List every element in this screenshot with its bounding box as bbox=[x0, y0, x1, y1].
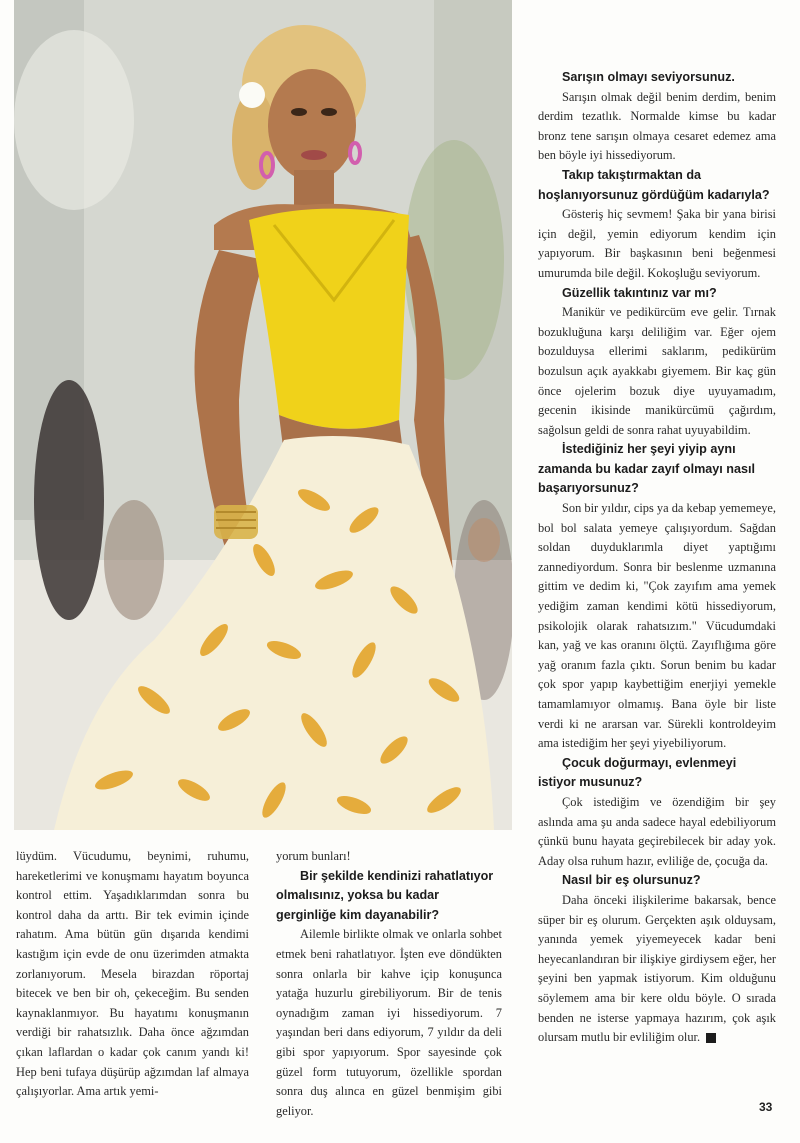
question: İstediğiniz her şeyi yiyip aynı zamanda bu kadar zayıf olmayı nasıl başarıyorsunuz? bbox=[538, 442, 755, 496]
answer: Ailemle birlikte olmak ve onlarla sohbet etmek beni rahatlatıyor. İşten eve döndükten sonra onlarla bir kahve içip konuşunca yatağa huzurlu girebiliyorum. Bir de tenis oynadığım zaman iyi hissediyorum. 7 yaşından beri dans ediyorum, 7 yıldır da deli gibi spor yapıyorum. Spor sayesinde çok güzel form tutuyorum, özellikle spordan sonra duş alınca en güzel benmişim gibi geliyor. bbox=[276, 927, 502, 1118]
right-column bbox=[538, 68, 776, 1048]
fashion-photo bbox=[14, 0, 512, 830]
answer: Manikür ve pedikürcüm eve gelir. Tırnak bozukluğuna karşı deliliğim var. Eğer ojem bozulduysa ellerimi saklarım, pedikürüm bozulsun açık ayakkabı giyemem. Bir kaç gün önce ojelerim bozuk diye uyuyamadım, gecenin ikisinde manikürcümü çağırdım, sağolsun geldi de sonra rahat uyuyabildim. bbox=[538, 305, 776, 437]
answer: Çok istediğim ve özendiğim bir şey aslında ama şu anda sadece hayal edebiliyorum çünkü bunu hayata geçirebilecek bir aday yok. Aday olsa ruhum hazır, evliliğe de, çocuğa da. bbox=[538, 794, 776, 868]
answer-last bbox=[538, 891, 776, 1048]
question: Çocuk doğurmayı, evlenmeyi istiyor musunuz? bbox=[538, 755, 737, 790]
fashion-photo-icon bbox=[14, 0, 512, 830]
question: Güzellik takıntınız var mı? bbox=[562, 285, 717, 300]
middle-column bbox=[276, 847, 502, 1121]
question: Takıp takıştırmaktan da hoşlanıyorsunuz gördüğüm kadarıyla? bbox=[538, 167, 770, 202]
continued-text: lüydüm. Vücudumu, beynimi, ruhumu, hareketlerimi ve konuşmamı hayatım boyunca kontrol ettim. Yaşadıklarımdan sonra bu kontrol daha da arttı. Bir tek evimin içinde rahatım. Ama bütün gün dışarıda kendimi kastığım için evde de onu üzerimden atmakta zorlanıyorum. Mesela birazdan röportaj bitecek ve ben bir oh, çekeceğim. Bu senden kaynaklanmıyor. Bu hayatımı konuşmanın verdiği bir rahatsızlık. Daha önce ağzımdan çıkan laflardan o kadar çok canım yandı ki! Hep beni tufaya düşürüp ağzımdan laf almaya çalışıyorlar. Ama artık yemi- bbox=[16, 849, 249, 1099]
end-of-article-icon bbox=[706, 1033, 716, 1043]
page-number: 33 bbox=[759, 1100, 773, 1114]
answer: Sarışın olmak değil benim derdim, benim derdim tezatlık. Normalde kimse bu kadar bronz tene sarışın olmaya cesaret edemez ama ben böyle iyi hissediyorum. bbox=[538, 89, 776, 163]
answer: Gösteriş hiç sevmem! Şaka bir yana birisi için değil, yemin ediyorum kendim için yapıyorum. Bir başkasının beni beğenmesi umurumda bile değil. Kokoşluğu seviyorum. bbox=[538, 207, 776, 280]
question: Bir şekilde kendinizi rahatlatıyor olmalısınız, yoksa bu kadar gerginliğe kim dayanabilir? bbox=[276, 868, 494, 922]
answer: Son bir yıldır, cips ya da kebap yememeye, bol bol salata yemeye çalışıyordum. Sağdan soldan duyduklarımla diyet yaptığımı zannediyordum. Sonra bir beslenme uzmanına gittim ve dedim ki, "Çok zayıfım ama yemek yediğim zaman kendimi kötü hissediyorum, psikolojik olarak rahatsızım." Vücudumdaki kan, yağ ve kas oranını ölçtü. Zayıflığıma göre yağ oranım fazla çıktı. Sorun benim bu kadar çok spor yapıp kaybettiğim enerjiyi yemekle tamamlamıyor olmamış. Bana öyle bir liste verdi ki ne ararsan var. Sürekli kontroldeyim ama istediğim her şeyi yiyebiliyorum. bbox=[538, 501, 776, 751]
continued-text: yorum bunları! bbox=[276, 849, 351, 863]
left-column bbox=[16, 847, 249, 1102]
answer-text: Daha önceki ilişkilerime bakarsak, bence süper bir eş olurum. Gerçekten aşık olduysam, yanında yemek yiyemeyecek kadar beni heyecanlandıran bir ilişkiye girdiysem eğer, her şeyini ben yapmak istiyorum. Kim olduğunu söylemem ama bir kere oldu böyle. O sırada benden ne isterse yapmaya hazırım, çok aşık olursam mutlu bir evliliğim olur. bbox=[538, 892, 776, 1045]
question: Sarışın olmayı seviyorsunuz. bbox=[562, 70, 735, 84]
question: Nasıl bir eş olursunuz? bbox=[562, 873, 701, 888]
